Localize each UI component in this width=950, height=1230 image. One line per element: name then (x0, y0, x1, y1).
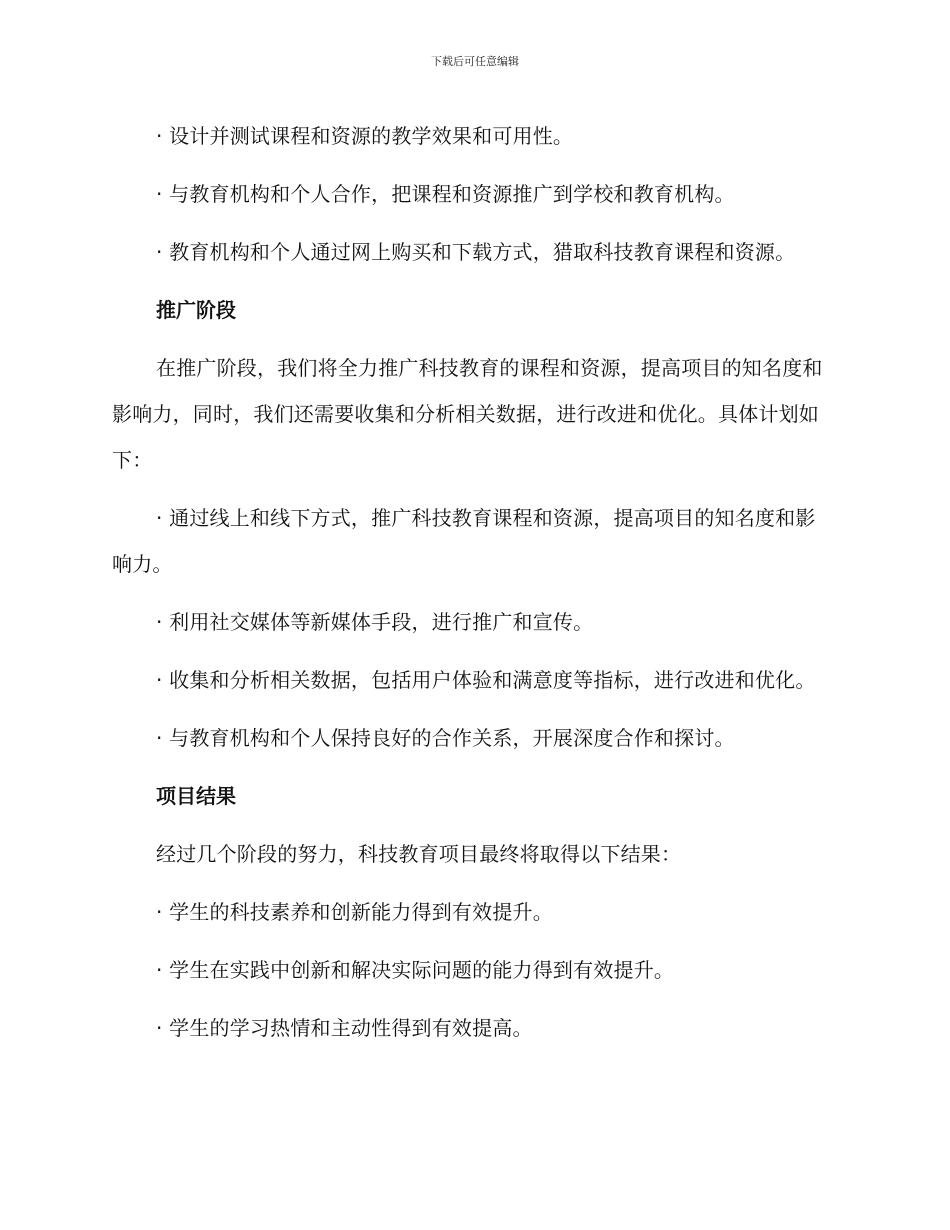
document-body (112, 113, 830, 1063)
bullet-paragraph: · 设计并测试课程和资源的教学效果和可用性。 (156, 124, 574, 148)
bullet-paragraph: · 学生的学习热情和主动性得到有效提高。 (156, 1016, 533, 1040)
body-paragraph: 在推广阶段，我们将全力推广科技教育的课程和资源，提高项目的知名度和影响力，同时，我们还需要收集和分析相关数据，进行改进和优化。具体计划如下： (112, 356, 823, 472)
bullet-paragraph: · 学生在实践中创新和解决实际问题的能力得到有效提升。 (156, 958, 675, 982)
bullet-paragraph: · 与教育机构和个人保持良好的合作关系，开展深度合作和探讨。 (156, 726, 735, 750)
body-paragraph: 经过几个阶段的努力，科技教育项目最终将取得以下结果： (156, 842, 682, 866)
bullet-paragraph: · 教育机构和个人通过网上购买和下载方式，猎取科技教育课程和资源。 (156, 240, 796, 264)
section-heading-results: 项目结果 (156, 784, 236, 808)
bullet-paragraph: · 通过线上和线下方式，推广科技教育课程和资源，提高项目的知名度和影响力。 (112, 506, 816, 576)
bullet-paragraph: · 与教育机构和个人合作，把课程和资源推广到学校和教育机构。 (156, 182, 735, 206)
bullet-paragraph: · 学生的科技素养和创新能力得到有效提升。 (156, 900, 553, 924)
header-note: 下载后可任意编辑 (431, 55, 519, 68)
bullet-paragraph: · 收集和分析相关数据，包括用户体验和满意度等指标，进行改进和优化。 (156, 668, 816, 692)
bullet-paragraph: · 利用社交媒体等新媒体手段，进行推广和宣传。 (156, 610, 594, 634)
section-heading-promotion: 推广阶段 (156, 298, 236, 322)
